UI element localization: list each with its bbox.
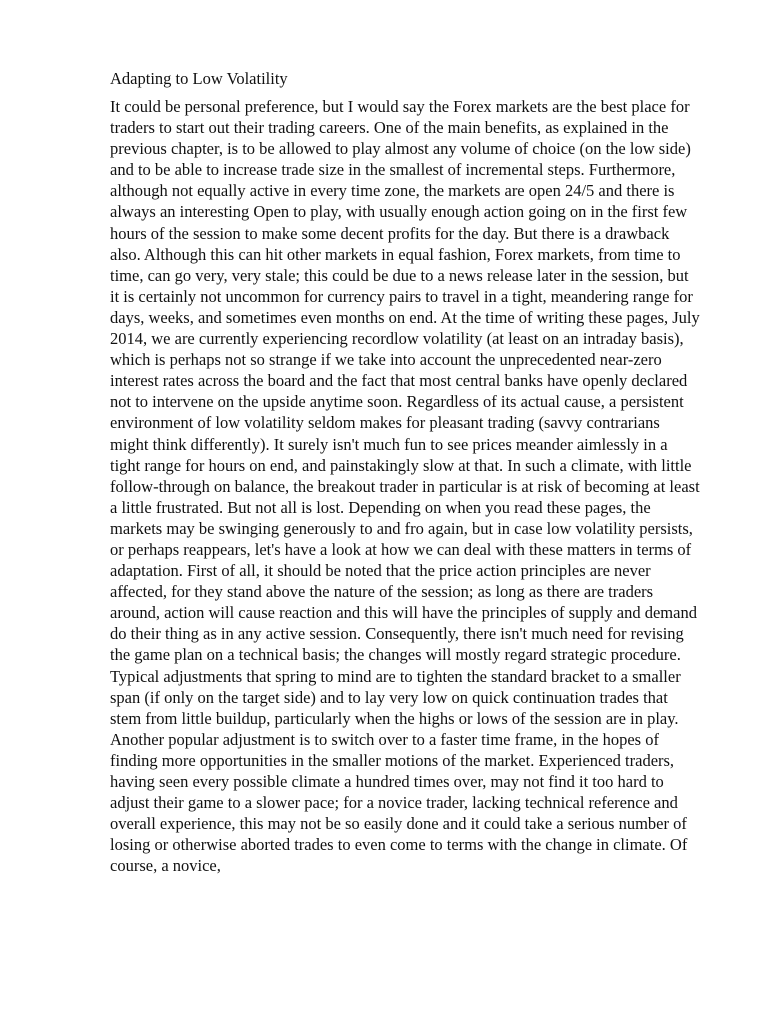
document-page bbox=[110, 66, 700, 876]
body-paragraph: It could be personal preference, but I would say the Forex markets are the best place for traders to start out their trading careers. One of the main benefits, as explained in the previous chapter, is to be allowed to play almost any volume of choice (on the low side) and to be able to increase trade size in the smallest of incremental steps. Furthermore, although not equally active in every time zone, the markets are open 24/5 and there is always an interesting Open to play, with usually enough action going on in the first few hours of the session to make some decent profits for the day. But there is a drawback also. Although this can hit other markets in equal fashion, Forex markets, from time to time, can go very, very stale; this could be due to a news release later in the session, but it is certainly not uncommon for currency pairs to travel in a tight, meandering range for days, weeks, and sometimes even months on end. At the time of writing these pages, July 2014, we are currently experiencing recordlow volatility (at least on an intraday basis), which is perhaps not so strange if we take into account the unprecedented near-zero interest rates across the board and the fact that most central banks have openly declared not to intervene on the upside anytime soon. Regardless of its actual cause, a persistent environment of low volatility seldom makes for pleasant trading (savvy contrarians might think differently). It surely isn't much fun to see prices meander aimlessly in a tight range for hours on end, and painstakingly slow at that. In such a climate, with little follow-through on balance, the breakout trader in particular is at risk of becoming at least a little frustrated. But not all is lost. Depending on when you read these pages, the markets may be swinging generously to and fro again, but in case low volatility persists, or perhaps reappears, let's have a look at how we can deal with these matters in terms of adaptation. First of all, it should be noted that the price action principles are never affected, for they stand above the nature of the session; as long as there are traders around, action will cause reaction and this will have the principles of supply and demand do their thing as in any active session. Consequently, there isn't much need for revising the game plan on a technical basis; the changes will mostly regard strategic procedure. Typical adjustments that spring to mind are to tighten the standard bracket to a smaller span (if only on the target side) and to lay very low on quick continuation trades that stem from little buildup, particularly when the highs or lows of the session are in play. Another popular adjustment is to switch over to a faster time frame, in the hopes of finding more opportunities in the smaller motions of the market. Experienced traders, having seen every possible climate a hundred times over, may not find it too hard to adjust their game to a slower pace; for a novice trader, lacking technical reference and overall experience, this may not be so easily done and it could take a serious number of losing or otherwise aborted trades to even come to terms with the change in climate. Of course, a novice, bbox=[110, 97, 700, 876]
section-heading: Adapting to Low Volatility bbox=[110, 69, 288, 88]
